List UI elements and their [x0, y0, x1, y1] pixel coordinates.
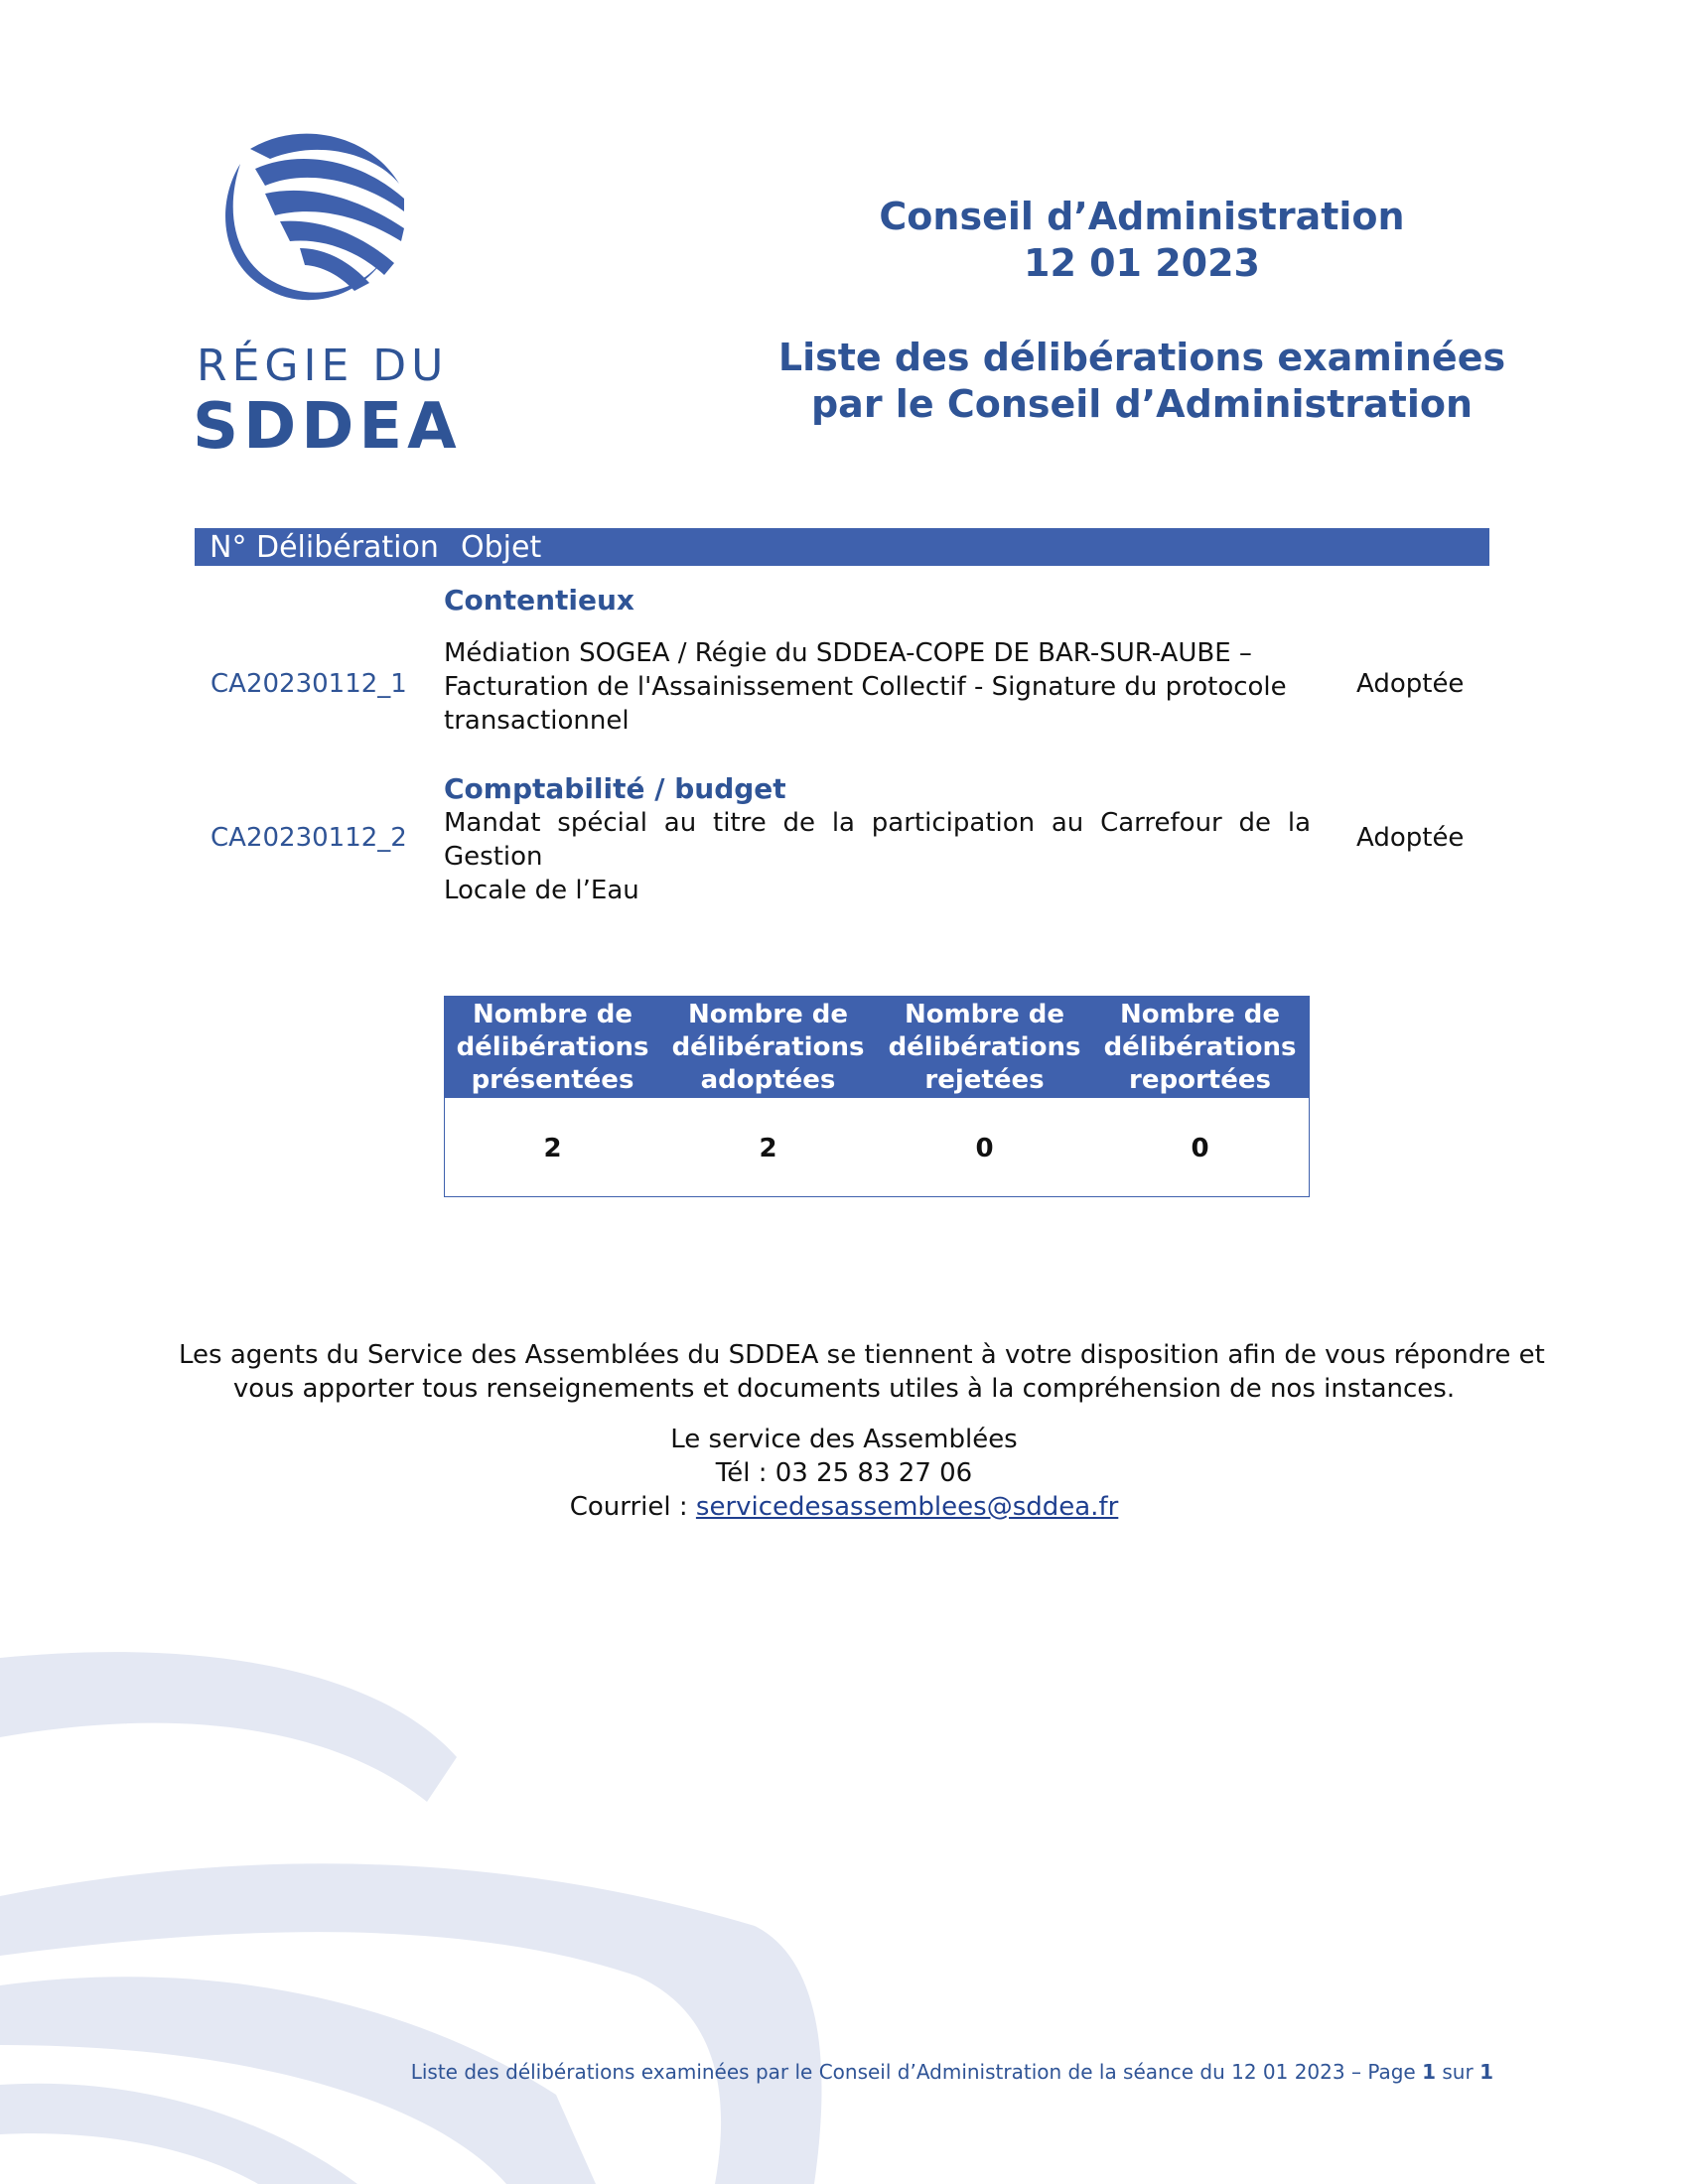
water-wave-logo-icon: [211, 124, 409, 323]
sddea-logo: [189, 124, 462, 464]
count-adopted: 2: [759, 1134, 777, 1163]
object-line: transactionnel: [444, 706, 630, 736]
logo-text-sddea: SDDEA: [193, 390, 462, 464]
current-page: 1: [1422, 2060, 1437, 2084]
header-line: délibérations: [888, 1032, 1081, 1062]
phone-number: Tél : 03 25 83 27 06: [715, 1458, 973, 1488]
summary-column-rejected: [877, 997, 1092, 1163]
header-line: rejetées: [924, 1065, 1045, 1095]
header-line: Nombre de: [904, 1000, 1065, 1029]
footer-sur: sur: [1436, 2060, 1480, 2084]
section-title: Comptabilité / budget: [444, 772, 786, 805]
object-line: Mandat spécial au titre de la participation au Carrefour de la Gestion: [444, 808, 1311, 872]
header-line: Nombre de: [472, 1000, 633, 1029]
info-line-1: Les agents du Service des Assemblées du SDDEA se tiennent à votre disposition afin de vous répondre et: [179, 1340, 1545, 1370]
email-link[interactable]: servicedesassemblees@sddea.fr: [695, 1492, 1119, 1522]
summary-column-presented: [445, 997, 660, 1163]
summary-column-adopted: [660, 997, 876, 1163]
email-label: Courriel :: [569, 1492, 696, 1522]
object-line: Facturation de l'Assainissement Collectif - Signature du protocole: [444, 672, 1287, 702]
info-line-2: vous apporter tous renseignements et documents utiles à la compréhension de nos instances.: [232, 1374, 1456, 1404]
email-line: [179, 1490, 1509, 1524]
deliberation-number: CA20230112_1: [211, 669, 407, 699]
summary-header: [660, 997, 876, 1097]
header-line: Nombre de: [1119, 1000, 1281, 1029]
council-name: Conseil d’Administration: [879, 195, 1405, 238]
count-postponed: 0: [1191, 1134, 1209, 1163]
deliberation-table-header: [195, 528, 1489, 566]
logo-text-regie: RÉGIE DU: [197, 341, 449, 391]
object-line: Médiation SOGEA / Régie du SDDEA-COPE DE BAR-SUR-AUBE –: [444, 638, 1252, 668]
info-paragraph: [179, 1338, 1545, 1406]
service-name: Le service des Assemblées: [670, 1425, 1018, 1454]
header-line: reportées: [1129, 1065, 1271, 1095]
deliberation-number: CA20230112_2: [211, 823, 407, 853]
deliberation-object: [444, 806, 1311, 907]
footer-text: Liste des délibérations examinées par le Conseil d’Administration de la séance du 12 01 2023 – Page: [410, 2060, 1423, 2084]
summary-column-postponed: [1092, 997, 1308, 1163]
object-line: Locale de l’Eau: [444, 876, 639, 905]
section-title: Contentieux: [444, 584, 634, 616]
deliberation-status: Adoptée: [1356, 823, 1465, 853]
deliberation-object: [444, 636, 1311, 738]
deliberation-status: Adoptée: [1356, 669, 1465, 699]
header-line: adoptées: [700, 1065, 836, 1095]
column-header-number: N° Délibération: [210, 530, 439, 565]
page-footer: [411, 2060, 1493, 2084]
summary-header: [877, 997, 1092, 1097]
total-pages: 1: [1479, 2060, 1493, 2084]
count-presented: 2: [543, 1134, 562, 1163]
list-subtitle: [755, 335, 1529, 428]
subtitle-line-1: Liste des délibérations examinées: [777, 336, 1506, 379]
subtitle-line-2: par le Conseil d’Administration: [810, 382, 1474, 426]
header-line: délibérations: [1103, 1032, 1297, 1062]
header-line: délibérations: [671, 1032, 865, 1062]
background-wave-decoration: [0, 1628, 874, 2184]
count-rejected: 0: [975, 1134, 994, 1163]
header-line: délibérations: [456, 1032, 649, 1062]
summary-header: [445, 997, 660, 1097]
header-line: présentées: [471, 1065, 634, 1095]
deliberation-summary-table: [444, 996, 1310, 1197]
header-line: Nombre de: [687, 1000, 849, 1029]
council-date: 12 01 2023: [1024, 241, 1260, 285]
council-title: [755, 194, 1529, 287]
summary-header: [1092, 997, 1308, 1097]
contact-block: [179, 1423, 1509, 1524]
column-header-object: Objet: [461, 530, 542, 565]
